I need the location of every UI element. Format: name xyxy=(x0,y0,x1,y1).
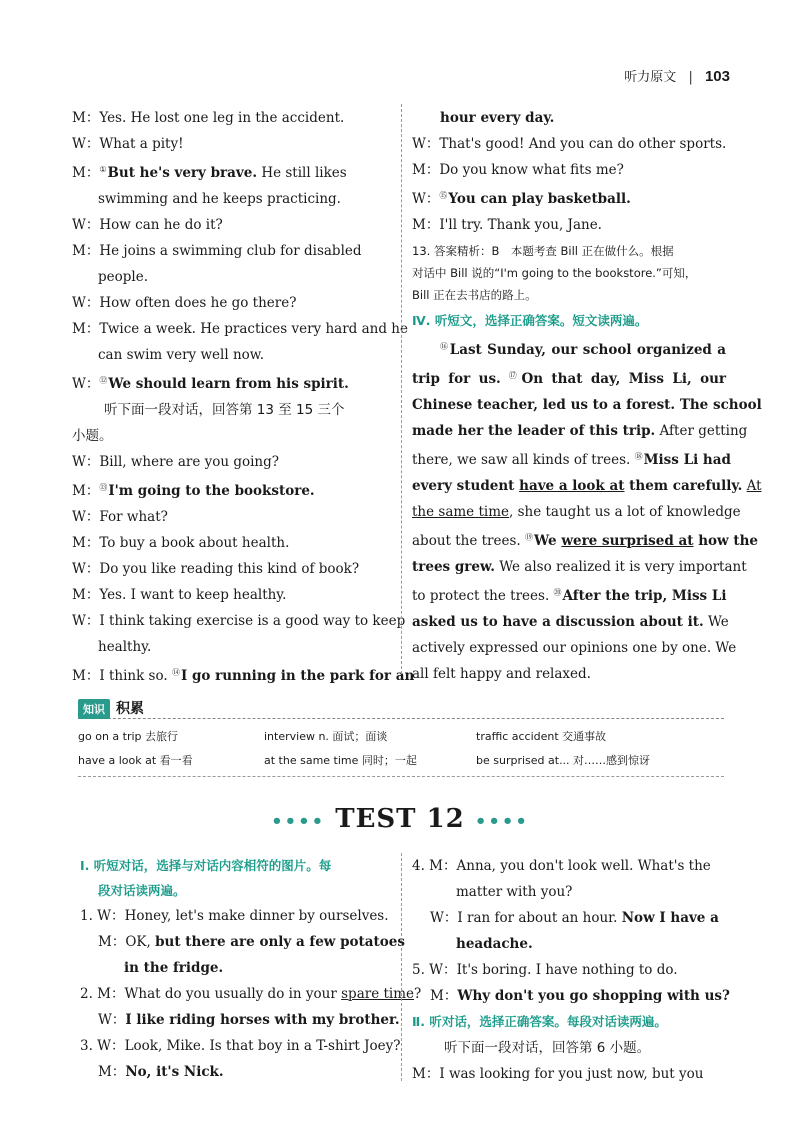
dialogue-line: in the fridge. xyxy=(124,960,224,976)
knowledge-heading xyxy=(78,698,724,719)
header-separator: | xyxy=(688,70,693,85)
dialogue-line: can swim very well now. xyxy=(98,347,265,363)
note-line: Bill 正在去书店的路上。 xyxy=(412,288,537,302)
dialogue-line: W：⑮You can play basketball. xyxy=(412,191,631,207)
knowledge-title: 积累 xyxy=(116,701,144,717)
dialogue-line: 3. W：Look, Mike. Is that boy in a T-shirt Joey? xyxy=(80,1038,401,1054)
dialogue-line: M：I think so. ⑭I go running in the park for an xyxy=(72,668,415,684)
dialogue-right-column xyxy=(412,105,762,687)
instruction: 听下面一段对话，回答第 6 小题。 xyxy=(444,1040,651,1056)
dialogue-line: W：I ran for about an hour. Now I have a xyxy=(430,910,719,926)
vocab-divider xyxy=(78,776,724,777)
knowledge-tag: 知识 xyxy=(78,699,110,719)
vocab-item: traffic accident 交通事故 xyxy=(476,730,607,743)
dialogue-line: 5. W：It's boring. I have nothing to do. xyxy=(412,962,678,978)
column-divider-2 xyxy=(401,853,402,1081)
dialogue-line: 小题。 xyxy=(72,428,113,444)
dialogue-line: M：I was looking for you just now, but you xyxy=(412,1066,704,1082)
dialogue-line: M：⑬I'm going to the bookstore. xyxy=(72,483,315,499)
section-i-heading-cont: 段对话读两遍。 xyxy=(98,883,186,898)
dialogue-line: M：I'll try. Thank you, Jane. xyxy=(412,217,602,233)
section-iv-heading: Ⅳ. 听短文，选择正确答案。短文读两遍。 xyxy=(412,313,648,328)
section-ii-heading: Ⅱ. 听对话，选择正确答案。每段对话读两遍。 xyxy=(412,1014,667,1029)
dialogue-line: 听下面一段对话，回答第 13 至 15 三个 xyxy=(104,402,345,418)
dialogue-line: M：Why don't you go shopping with us? xyxy=(430,988,730,1004)
dialogue-line: M：Twice a week. He practices very hard and he xyxy=(72,321,408,337)
dialogue-line: W：What a pity! xyxy=(72,136,184,152)
dialogue-left-column xyxy=(72,105,415,689)
dialogue-line: 1. W：Honey, let's make dinner by ourselves. xyxy=(80,908,389,924)
dialogue-line: W：That's good! And you can do other sports. xyxy=(412,136,727,152)
test-title xyxy=(0,804,800,834)
dialogue-line: W：Bill, where are you going? xyxy=(72,454,280,470)
dialogue-line: M：No, it's Nick. xyxy=(98,1064,224,1080)
column-divider xyxy=(401,104,402,674)
dialogue-line: 2. M：What do you usually do in your spare time? xyxy=(80,986,422,1002)
vocab-item: be surprised at... 对……感到惊讶 xyxy=(476,754,651,767)
vocab-item: interview n. 面试；面谈 xyxy=(264,730,388,743)
dialogue-line: W：How often does he go there? xyxy=(72,295,297,311)
note-line: 对话中 Bill 说的“I'm going to the bookstore.”可知， xyxy=(412,266,697,280)
dialogue-line: headache. xyxy=(456,936,533,952)
dialogue-line: M：①But he's very brave. He still likes xyxy=(72,165,347,181)
dialogue-line: W：Do you like reading this kind of book? xyxy=(72,561,360,577)
vocab-item: at the same time 同时；一起 xyxy=(264,754,417,767)
dialogue-line: M：To buy a book about health. xyxy=(72,535,290,551)
vocab-item: go on a trip 去旅行 xyxy=(78,730,179,743)
vocab-item: have a look at 看一看 xyxy=(78,754,193,767)
dialogue-line: M：Yes. He lost one leg in the accident. xyxy=(72,110,345,126)
dialogue-line: matter with you? xyxy=(456,884,573,900)
title-dots-left: •••• xyxy=(271,811,326,832)
title-dots-right: •••• xyxy=(474,811,529,832)
dialogue-line: M：He joins a swimming club for disabled xyxy=(72,243,362,259)
continued-line: hour every day. xyxy=(440,110,555,126)
dialogue-line: swimming and he keeps practicing. xyxy=(98,191,341,207)
passage: ⑯Last Sunday, our school organized a trip for us. ⑰On that day, Miss Li, our Chinese teacher, led us to a forest. The school made her the leader of this trip. After getting there, we saw all kinds of trees. ⑱Miss Li had every student have a look at them carefully. At the same time, she taught us a lot of knowledge about the trees. ⑲We were surprised at how the trees grew. We also realized it is very important to protect the trees. ⑳After the trip, Miss Li asked us to have a discussion about it. We actively expressed our opinions one by one. We all felt happy and relaxed. xyxy=(412,342,762,682)
note-line: 13. 答案精析：B 本题考查 Bill 正在做什么。根据 xyxy=(412,244,674,258)
dialogue-line: W：⑫We should learn from his spirit. xyxy=(72,376,349,392)
dialogue-line: W：How can he do it? xyxy=(72,217,223,233)
test12-left-column xyxy=(80,853,422,1085)
test12-right-column xyxy=(412,853,730,1087)
dialogue-line: W：I think taking exercise is a good way to keep xyxy=(72,613,406,629)
dialogue-line: healthy. xyxy=(98,639,152,655)
dialogue-line: M：Do you know what fits me? xyxy=(412,162,624,178)
section-title: 听力原文 xyxy=(624,70,677,85)
dialogue-line: 4. M：Anna, you don't look well. What's the xyxy=(412,858,711,874)
answer-analysis xyxy=(412,240,726,306)
page-header xyxy=(624,66,730,85)
page-number: 103 xyxy=(704,68,730,85)
dialogue-line: M：OK, but there are only a few potatoes xyxy=(98,934,405,950)
section-i-heading: Ⅰ. 听短对话，选择与对话内容相符的图片。每 xyxy=(80,858,332,873)
dialogue-line: M：Yes. I want to keep healthy. xyxy=(72,587,287,603)
test-title-text: TEST 12 xyxy=(335,804,465,834)
dialogue-line: W：For what? xyxy=(72,509,168,525)
dialogue-line: W：I like riding horses with my brother. xyxy=(98,1012,400,1028)
dialogue-line: people. xyxy=(98,269,148,285)
